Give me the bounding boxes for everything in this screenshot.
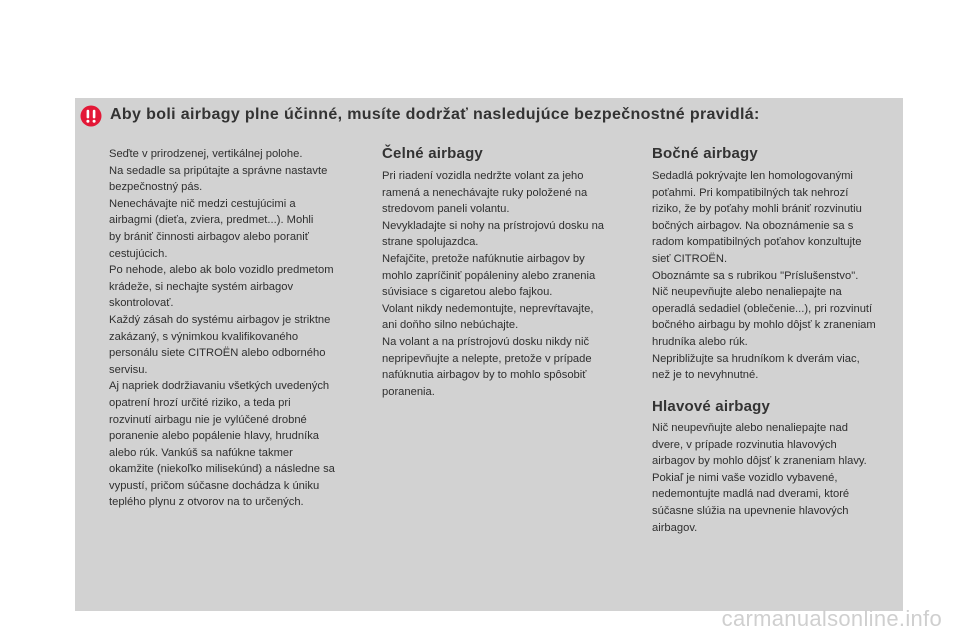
head-airbags-column: [652, 420, 910, 536]
side-airbags-text: Sedadlá pokrývajte len homologovanými poťahmi. Pri kompatibilných tak nehrozí riziko, že by poťahy mohli brániť rozvinutiu bočných airbagov. Na oboznámenie sa s radom kompatibilných poťahov konzultujte sieť CITROËN. Oboznámte sa s rubrikou "Príslušenstvo". Nič neupevňujte alebo nenaliepajte na operadlá sedadiel (oblečenie...), pri rozvinutí bočného airbagu by mohlo dôjsť k zraneniam hrudníka alebo rúk. Nepribližujte sa hrudníkom k dverám viac, než je to nevyhnutné.: [652, 170, 876, 382]
frontal-airbags-text: Pri riadení vozidla nedržte volant za jeho ramená a nenechávajte ruky položené na stredovom paneli volantu. Nevykladajte si nohy na prístrojovú dosku na strane spolujazdca. Nefajčite, pretože nafúknutie airbagov by mohlo zapríčiniť popáleniny alebo zranenia súvisiace s cigaretou alebo fajkou. Volant nikdy nedemontujte, neprevŕtavajte, ani doňho silno nebúchajte. Na volant a na prístrojovú dosku nikdy nič nepripevňujte a nelepte, pretože v prípade nafúknutia airbagov by to mohlo spôsobiť poranenia.: [382, 170, 605, 398]
side-airbags-column: [652, 168, 910, 384]
intro-column: [109, 146, 367, 511]
frontal-airbags-heading: Čelné airbagy: [382, 145, 483, 162]
warning-icon: [80, 105, 102, 127]
side-airbags-heading: Bočné airbagy: [652, 145, 758, 162]
watermark: carmanualsonline.info: [721, 606, 942, 631]
frontal-airbags-column: [382, 168, 644, 400]
page-title: Aby boli airbagy plne účinné, musíte dodržať nasledujúce bezpečnostné pravidlá:: [110, 106, 760, 123]
head-airbags-text: Nič neupevňujte alebo nenaliepajte nad dvere, v prípade rozvinutia hlavových airbagov by mohlo dôjsť k zraneniam hlavy. Pokiaľ je nimi vaše vozidlo vybavené, nedemontujte madlá nad dverami, ktoré súčasne slúžia na upevnenie hlavových airbagov.: [652, 422, 867, 534]
intro-text: Seďte v prirodzenej, vertikálnej polohe. Na sedadle sa pripútajte a správne nastavte bezpečnostný pás. Nenechávajte nič medzi cestujúcimi a airbagmi (dieťa, zviera, predmet...). Mohli by brániť činnosti airbagov alebo poraniť cestujúcich. Po nehode, alebo ak bolo vozidlo predmetom krádeže, si nechajte systém airbagov skontrolovať. Každý zásah do systému airbagov je striktne zakázaný, s výnimkou kvalifikovaného personálu siete CITROËN alebo odborného servisu. Aj napriek dodržiavaniu všetkých uvedených opatrení hrozí určité riziko, a teda pri rozvinutí airbagu nie je vylúčené drobné poranenie alebo popálenie hlavy, hrudníka alebo rúk. Vankúš sa nafúkne takmer okamžite (niekoľko milisekúnd) a následne sa vypustí, pričom súčasne dochádza k úniku teplého plynu z otvorov na to určených.: [109, 148, 335, 509]
head-airbags-heading: Hlavové airbagy: [652, 398, 771, 415]
